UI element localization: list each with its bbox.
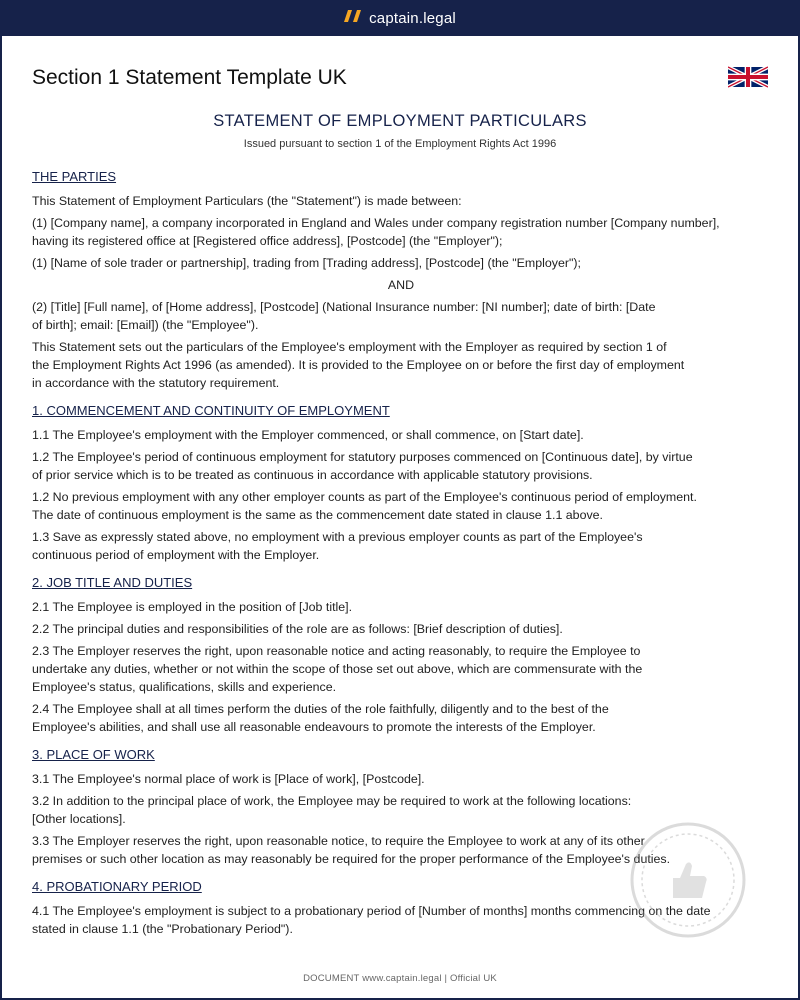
party-employer-sole-trader — [32, 254, 770, 272]
text-line: of prior service which is to be treated as continuous in accordance with applicable statutory provisions. — [32, 468, 593, 482]
uk-flag-icon — [728, 64, 768, 95]
page-title: Section 1 Statement Template UK — [32, 66, 347, 89]
text-line: 3.1 The Employee's normal place of work is [Place of work], [Postcode]. — [32, 772, 425, 786]
statement-purpose — [32, 338, 770, 392]
text-line: 3.3 The Employer reserves the right, upon reasonable notice, to require the Employee to work at any of its other — [32, 834, 645, 848]
section-heading-job-title: 2. JOB TITLE AND DUTIES — [32, 575, 193, 590]
party-employer-company — [32, 214, 770, 250]
clause-1-3 — [32, 528, 770, 564]
text-line: in accordance with the statutory requirement. — [32, 376, 280, 390]
clause-2-2 — [32, 620, 770, 638]
text-line: (2) [Title] [Full name], of [Home address], [Postcode] (National Insurance number: [NI number]; date of birth: [Date — [32, 300, 656, 314]
text-line: 2.2 The principal duties and responsibilities of the role are as follows: [Brief description of duties]. — [32, 622, 563, 636]
text-line: 1.2 The Employee's period of continuous employment for statutory purposes commenced on [Continuous date], by virtue — [32, 450, 693, 464]
text-line: having its registered office at [Registered office address], [Postcode] (the "Employer"); — [32, 234, 503, 248]
clause-3-1 — [32, 770, 770, 788]
text-line: (1) [Company name], a company incorporated in England and Wales under company registration number [Company number], — [32, 216, 720, 230]
text-line: 2.1 The Employee is employed in the position of [Job title]. — [32, 600, 353, 614]
text-line: 2.3 The Employer reserves the right, upon reasonable notice and acting reasonably, to require the Employee to — [32, 644, 641, 658]
text-line: 3.2 In addition to the principal place of work, the Employee may be required to work at the following locations: — [32, 794, 632, 808]
section-heading-parties: THE PARTIES — [32, 169, 117, 184]
party-employee — [32, 298, 770, 334]
clause-1-2-no-previous — [32, 488, 770, 524]
section-heading-commencement: 1. COMMENCEMENT AND CONTINUITY OF EMPLOYMENT — [32, 403, 390, 418]
and-separator — [32, 276, 770, 294]
clause-1-1 — [32, 426, 770, 444]
text-line: of birth]; email: [Email]) (the "Employee"). — [32, 318, 259, 332]
document-title: STATEMENT OF EMPLOYMENT PARTICULARS — [213, 112, 587, 130]
text-line: Employee's abilities, and shall use all reasonable endeavours to promote the interests of the Employer. — [32, 720, 596, 734]
text-line: 1.2 No previous employment with any other employer counts as part of the Employee's continuous period of employment. — [32, 490, 697, 504]
text-line: [Other locations]. — [32, 812, 126, 826]
section-heading-probation: 4. PROBATIONARY PERIOD — [32, 879, 202, 894]
text-line: 2.4 The Employee shall at all times perform the duties of the role faithfully, diligently and to the best of the — [32, 702, 609, 716]
text-line: (1) [Name of sole trader or partnership], trading from [Trading address], [Postcode] (the "Employer"); — [32, 256, 581, 270]
document-subtitle: Issued pursuant to section 1 of the Employment Rights Act 1996 — [243, 138, 557, 150]
certified-stamp-icon — [628, 820, 748, 945]
text-line: undertake any duties, whether or not within the scope of those set out above, which are commensurate with the — [32, 662, 643, 676]
text-line: AND — [387, 278, 415, 292]
brand-name[interactable]: captain.legal — [369, 9, 456, 27]
clause-1-2-continuous — [32, 448, 770, 484]
clause-2-1 — [32, 598, 770, 616]
parties-intro — [32, 192, 770, 210]
text-line: 4.1 The Employee's employment is subject to a probationary period of [Number of months] months commencing on the date — [32, 904, 711, 918]
text-line: The date of continuous employment is the same as the commencement date stated in clause 1.1 above. — [32, 508, 603, 522]
text-line: premises or such other location as may reasonably be required for the proper performance of the Employee's duties. — [32, 852, 671, 866]
text-line: the Employment Rights Act 1996 (as amended). It is provided to the Employee on or before the first day of employment — [32, 358, 685, 372]
text-line: 1.1 The Employee's employment with the Employer commenced, or shall commence, on [Start date]. — [32, 428, 584, 442]
clause-2-3 — [32, 642, 770, 696]
text-line: stated in clause 1.1 (the "Probationary Period"). — [32, 922, 293, 936]
text-line: This Statement of Employment Particulars (the "Statement") is made between: — [32, 194, 462, 208]
clause-2-4 — [32, 700, 770, 736]
text-line: continuous period of employment with the Employer. — [32, 548, 320, 562]
text-line: This Statement sets out the particulars of the Employee's employment with the Employer as required by section 1 of — [32, 340, 667, 354]
text-line: 1.3 Save as expressly stated above, no employment with a previous employer counts as part of the Employee's — [32, 530, 643, 544]
section-heading-place-of-work: 3. PLACE OF WORK — [32, 747, 155, 762]
footer: DOCUMENT www.captain.legal | Official UK — [303, 973, 497, 984]
captain-logo-icon — [344, 9, 362, 27]
top-bar — [0, 0, 800, 36]
text-line: Employee's status, qualifications, skills and experience. — [32, 680, 337, 694]
